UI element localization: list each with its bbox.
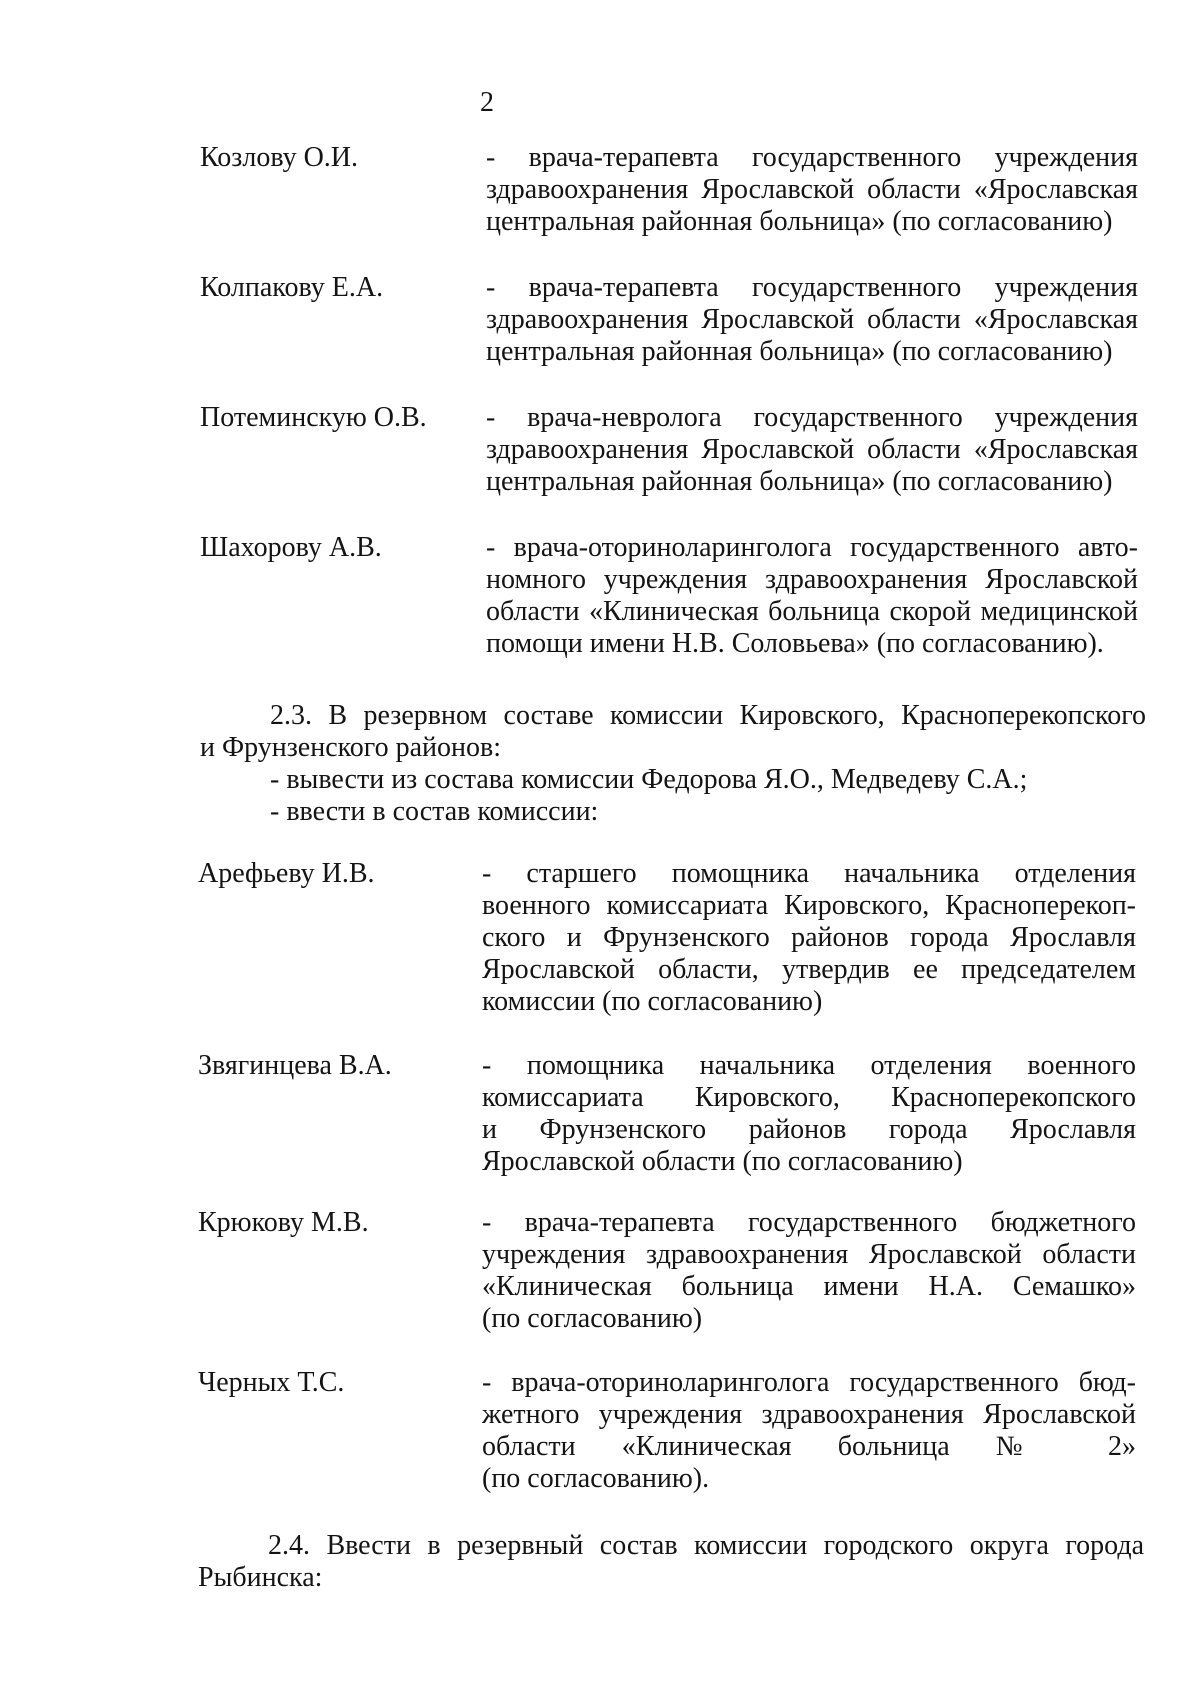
member-name: Звягинцева В.А. <box>198 1050 392 1081</box>
member-name: Арефьеву И.В. <box>198 858 375 889</box>
section-2-4 <box>198 1530 1144 1594</box>
member-name: Крюкову М.В. <box>198 1207 369 1238</box>
member-description: - врача-терапевта государственного учреждения здравоохранения Ярославской области «Ярославская центральная районная больница» (по согласованию) <box>486 142 1138 237</box>
section-2-3-line: 2.3. В резервном составе комиссии Кировского, Красноперекопского <box>270 700 1146 731</box>
member-name: Колпакову Е.А. <box>200 272 384 303</box>
section-2-3-line: и Фрунзенского районов: <box>200 732 501 763</box>
member-name: Шахорову А.В. <box>200 532 382 563</box>
section-2-4-line: Рыбинска: <box>198 1562 323 1593</box>
member-description: - врача-оториноларинголога государственного авто- номного учреждения здравоохранения Ярославской области «Клиническая больница скорой медицинской помощи имени Н.В. Соловьева» (по согласованию). <box>486 532 1138 659</box>
section-2-3-line: - вывести из состава комиссии Федорова Я.О., Медведеву С.А.; <box>270 764 1028 795</box>
member-name: Потеминскую О.В. <box>200 402 427 433</box>
member-description: - старшего помощника начальника отделения военного комиссариата Кировского, Красноперекоп- ского и Фрунзенского районов города Ярославля Ярославской области, утвердив ее председателем комиссии (по согласованию) <box>482 858 1136 1017</box>
member-description: - врача-терапевта государственного учреждения здравоохранения Ярославской области «Ярославская центральная районная больница» (по согласованию) <box>486 272 1138 367</box>
member-name: Козлову О.И. <box>200 142 359 173</box>
member-description: - врача-оториноларинголога государственного бюд- жетного учреждения здравоохранения Ярославской области «Клиническая больница № 2» (по согласованию). <box>482 1367 1136 1494</box>
member-description: - помощника начальника отделения военного комиссариата Кировского, Красноперекопского и Фрунзенского районов города Ярославля Ярославской области (по согласованию) <box>482 1050 1136 1177</box>
section-2-3 <box>200 700 1146 828</box>
member-name: Черных Т.С. <box>198 1367 345 1398</box>
member-description: - врача-невролога государственного учреждения здравоохранения Ярославской области «Ярославская центральная районная больница» (по согласованию) <box>486 402 1138 497</box>
member-description: - врача-терапевта государственного бюджетного учреждения здравоохранения Ярославской области «Клиническая больница имени Н.А. Семашко» (по согласованию) <box>482 1207 1136 1334</box>
section-2-3-line: - ввести в состав комиссии: <box>270 796 599 827</box>
section-2-4-line: 2.4. Ввести в резервный состав комиссии городского округа города <box>268 1530 1144 1561</box>
page-number: 2 <box>480 87 494 118</box>
